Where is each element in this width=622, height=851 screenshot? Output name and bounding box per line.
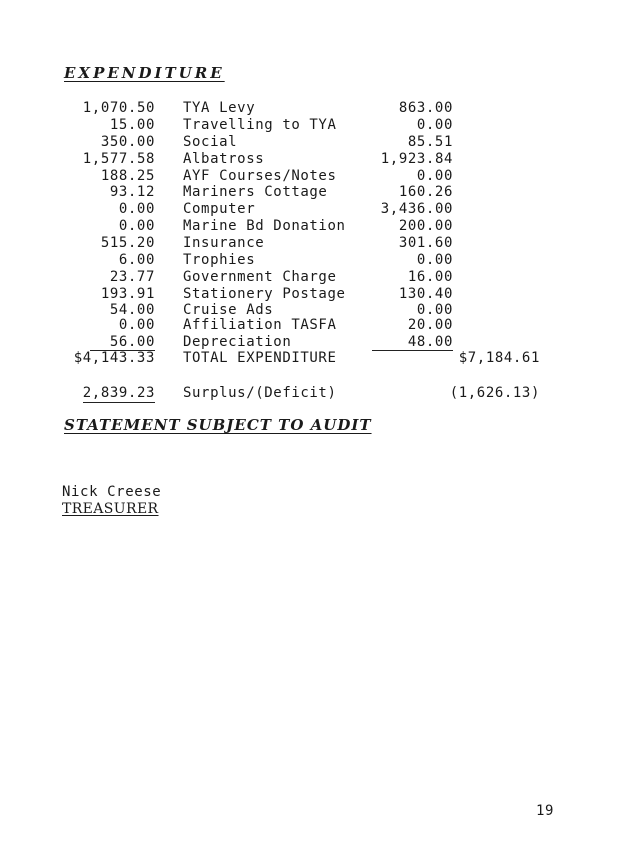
table-row	[0, 117, 622, 134]
item-label: AYF Courses/Notes	[183, 167, 337, 184]
current-year-amount: 130.40	[398, 285, 453, 302]
previous-year-amount: 193.91	[100, 285, 155, 302]
item-label: Mariners Cottage	[183, 184, 328, 201]
item-label: Social	[183, 133, 238, 150]
current-year-amount: 0.00	[416, 116, 453, 133]
current-year-amount: 0.00	[416, 167, 453, 184]
previous-year-amount: 56.00	[90, 334, 155, 352]
previous-year-amount: 350.00	[100, 133, 155, 150]
item-label: TYA Levy	[183, 100, 256, 116]
current-year-amount: 863.00	[398, 100, 453, 116]
previous-year-amount: 54.00	[109, 301, 155, 318]
section-heading: EXPENDITURE	[64, 64, 225, 82]
current-year-amount: 20.00	[407, 316, 453, 333]
previous-year-amount: 23.77	[109, 268, 155, 285]
item-label: Computer	[183, 201, 256, 218]
table-row	[0, 151, 622, 168]
audit-note: STATEMENT SUBJECT TO AUDIT	[64, 416, 372, 434]
item-label: Trophies	[183, 252, 256, 269]
previous-year-total: $4,143.33	[73, 350, 155, 367]
item-label: Affiliation TASFA	[183, 316, 337, 333]
item-label: Marine Bd Donation	[183, 218, 346, 235]
item-label: Depreciation	[183, 333, 292, 350]
table-row	[0, 334, 622, 351]
page-number: 19	[536, 803, 555, 819]
item-label: Travelling to TYA	[183, 116, 337, 133]
previous-year-amount: 0.00	[118, 316, 155, 333]
previous-year-amount: 515.20	[100, 235, 155, 252]
table-row	[0, 303, 622, 317]
table-row	[0, 218, 622, 235]
current-year-amount: 0.00	[416, 252, 453, 269]
previous-year-amount: 1,577.58	[82, 150, 155, 167]
previous-year-surplus: 2,839.23	[82, 385, 155, 401]
surplus-label: Surplus/(Deficit)	[183, 385, 337, 401]
current-year-amount: 85.51	[407, 133, 453, 150]
current-year-amount: 0.00	[416, 301, 453, 318]
item-label: Government Charge	[183, 268, 337, 285]
table-row	[0, 235, 622, 252]
surplus-row	[0, 385, 622, 402]
previous-year-amount: 1,070.50	[82, 100, 155, 116]
signatory-title: TREASURER	[62, 501, 159, 517]
previous-year-amount: 6.00	[118, 252, 155, 269]
table-row	[0, 201, 622, 218]
current-year-amount: 301.60	[398, 235, 453, 252]
current-year-amount: 1,923.84	[380, 150, 453, 167]
item-label: Cruise Ads	[183, 301, 274, 318]
previous-year-amount: 0.00	[118, 201, 155, 218]
previous-year-amount: 93.12	[109, 184, 155, 201]
current-year-surplus: (1,626.13)	[449, 385, 540, 401]
previous-year-amount: 15.00	[109, 116, 155, 133]
current-year-amount: 16.00	[407, 268, 453, 285]
current-year-amount: 160.26	[398, 184, 453, 201]
table-row	[0, 317, 622, 334]
item-label: Insurance	[183, 235, 265, 252]
table-row	[0, 269, 622, 286]
current-year-amount: 48.00	[372, 334, 453, 352]
current-year-total: $7,184.61	[458, 350, 540, 367]
expenditure-table	[0, 100, 622, 367]
item-label: Stationery Postage	[183, 285, 346, 302]
current-year-amount: 3,436.00	[380, 201, 453, 218]
table-row	[0, 184, 622, 201]
previous-year-amount: 188.25	[100, 167, 155, 184]
current-year-amount: 200.00	[398, 218, 453, 235]
table-row	[0, 168, 622, 185]
total-label: TOTAL EXPENDITURE	[183, 350, 337, 367]
table-row	[0, 286, 622, 303]
table-row	[0, 100, 622, 117]
table-row	[0, 134, 622, 151]
item-label: Albatross	[183, 150, 265, 167]
surplus-section	[0, 385, 622, 402]
signatory-name: Nick Creese	[62, 484, 162, 500]
total-row	[0, 350, 622, 367]
table-row	[0, 252, 622, 269]
previous-year-amount: 0.00	[118, 218, 155, 235]
